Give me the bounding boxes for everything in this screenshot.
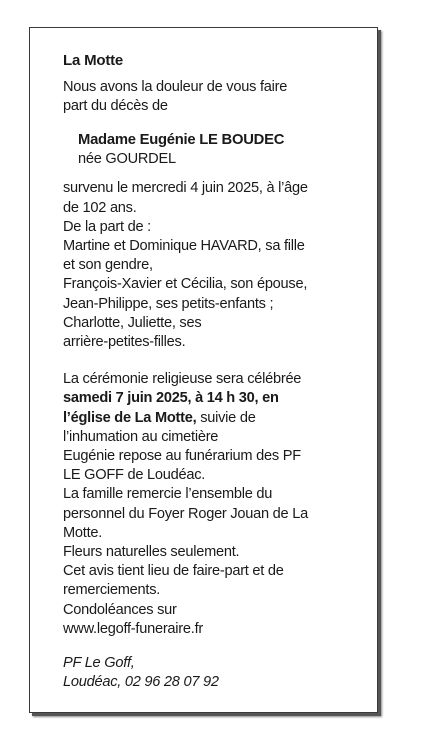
- signature-line: Loudéac, 02 96 28 07 92: [63, 674, 219, 691]
- ceremony-line-rest: suivie de: [196, 409, 256, 426]
- intro-line: Nous avons la douleur de vous faire: [63, 79, 288, 95]
- ceremony-line: l’inhumation au cimetière: [63, 428, 219, 445]
- body-line: de 102 ans.: [63, 199, 137, 216]
- notice-content: [63, 51, 363, 692]
- signature-line: PF Le Goff,: [63, 655, 135, 672]
- closing-line: LE GOFF de Loudéac.: [63, 467, 206, 484]
- body-line: et son gendre,: [63, 257, 153, 274]
- body-line: Jean-Philippe, ses petits-enfants ;: [63, 295, 274, 312]
- website-link[interactable]: www.legoff-funeraire.fr: [63, 620, 203, 637]
- place-heading: La Motte: [63, 52, 124, 69]
- body-line: survenu le mercredi 4 juin 2025, à l’âge: [63, 180, 308, 197]
- body-line: Charlotte, Juliette, ses: [63, 314, 202, 331]
- intro-text: [63, 78, 363, 116]
- ceremony-datetime: samedi 7 juin 2025, à 14 h 30, en: [63, 390, 279, 407]
- paragraph-gap: [63, 352, 363, 370]
- signature: [63, 654, 363, 692]
- family-text: [63, 179, 363, 352]
- obituary-notice-card: [29, 27, 378, 713]
- body-line: arrière-petites-filles.: [63, 334, 186, 351]
- ceremony-text: [63, 370, 363, 447]
- ceremony-line-bold: [63, 389, 363, 408]
- deceased-block: [78, 131, 363, 169]
- deceased-name: Madame Eugénie LE BOUDEC: [78, 132, 285, 149]
- ceremony-line-mixed: [63, 409, 363, 428]
- intro-line: part du décès de: [63, 98, 168, 115]
- closing-line: Condoléances sur: [63, 601, 177, 618]
- closing-text: [63, 447, 363, 639]
- ceremony-line: La cérémonie religieuse sera célébrée: [63, 371, 302, 388]
- closing-line: Motte.: [63, 524, 103, 541]
- body-line: Martine et Dominique HAVARD, sa fille: [63, 238, 305, 255]
- closing-line: remerciements.: [63, 582, 161, 599]
- body-line: François-Xavier et Cécilia, son épouse,: [63, 276, 308, 293]
- closing-line: Eugénie repose au funérarium des PF: [63, 448, 301, 465]
- ceremony-location: l’église de La Motte,: [63, 409, 197, 426]
- maiden-name: née GOURDEL: [78, 151, 176, 168]
- closing-line: Cet avis tient lieu de faire-part et de: [63, 563, 284, 580]
- closing-line: Fleurs naturelles seulement.: [63, 544, 240, 561]
- closing-line: La famille remercie l’ensemble du: [63, 486, 273, 503]
- closing-line: personnel du Foyer Roger Jouan de La: [63, 505, 308, 522]
- body-line: De la part de :: [63, 218, 151, 235]
